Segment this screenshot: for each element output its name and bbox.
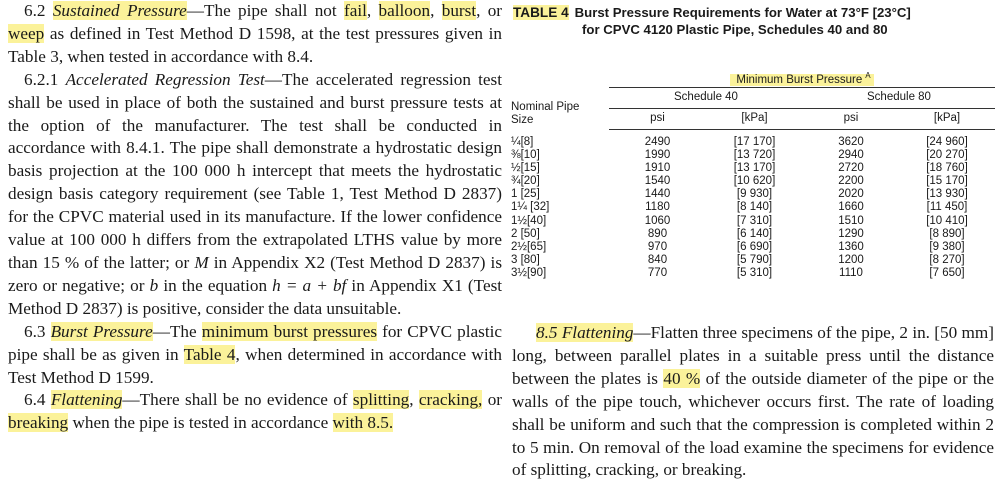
highlight-burst: burst: [441, 1, 477, 20]
pipe-size-cell: 2½[65]: [511, 240, 547, 253]
min-burst-pressure-header: [609, 63, 995, 88]
burst-pressure-table: [511, 63, 995, 280]
highlight-weep: weep: [8, 23, 45, 43]
body-text: , when determined in accordance with Test Method D 1599.: [8, 344, 502, 387]
section-title: Flattening: [561, 323, 634, 342]
section-number: 6.3: [24, 321, 46, 341]
pressure-cell: [20 270]: [926, 149, 968, 162]
pressure-cell: 770: [647, 266, 668, 279]
pressure-cell: [11 450]: [926, 201, 968, 214]
header-text: Nominal Pipe: [511, 101, 580, 114]
body-text: ,: [409, 390, 414, 410]
highlight-40-percent: 40 %: [663, 368, 701, 388]
body-text: of the outside diameter of the pipe or the walls of the pipe touch, whichever occurs first. The rate of loading shall be uniform and such that the compression is completed within 2 to 5 min. On removal of the load examine the specimens for evidence of splitting, cracking, or breaking.: [512, 368, 995, 480]
pipe-size-cell: 1¼ [32]: [511, 201, 550, 214]
section-title: Sustained Pressure: [52, 1, 187, 20]
pressure-cell: 2020: [838, 188, 864, 201]
pipe-size-cell: 1½[40]: [511, 214, 547, 227]
table-row: [511, 201, 995, 214]
body-text: —The: [152, 321, 197, 341]
pressure-cell: [24 960]: [926, 136, 968, 148]
body-text: in Appendix X2 (Test Method D 2837) is zero or negative; or: [8, 252, 503, 295]
unit-psi-40: psi: [609, 109, 706, 130]
unit-psi-80: psi: [803, 109, 899, 130]
table-row: [511, 241, 995, 254]
body-text: —The pipe shall not: [186, 1, 337, 20]
body-text: in Appendix X1 (Test Method D 2837) is positive, consider the data unsuitable.: [8, 275, 503, 318]
section-number: 6.2: [24, 1, 46, 20]
highlight-min-burst: minimum burst pressures: [201, 321, 378, 341]
pressure-cell: 840: [647, 253, 668, 266]
body-text: , or: [476, 1, 503, 20]
pressure-cell: [17 170]: [733, 136, 776, 148]
header-highlight: [730, 71, 873, 86]
body-text: —There shall be no evidence of: [122, 390, 348, 410]
equation: h = a + bf: [272, 275, 347, 295]
variable-m: M: [194, 252, 209, 272]
highlight-splitting: splitting: [352, 390, 410, 410]
body-text: —The accelerated regression test shall be used in place of both the sustained and burst pressure tests at the option of the manufacturer. The test shall be conducted in accordance with 8.4.1. The pipe shall demonstrate a hydrostatic design basis projection at the 100 000 h intercept that meets the hydrostatic design basis category requirement (see Table 1, Test Method D 2837) for the CPVC material used in its manufacture. If the lower confidence value at 100 000 h differs from the extrapolated LTHS value by more than 15 % of the latter; or: [8, 69, 503, 272]
table-row: [511, 130, 995, 150]
pressure-cell: [13 720]: [733, 149, 776, 162]
section-number: 6.4: [24, 390, 46, 410]
pressure-cell: 1660: [838, 201, 864, 214]
schedule-80-header: Schedule 80: [803, 88, 995, 109]
body-text: in the equation: [163, 275, 268, 295]
pressure-cell: 2200: [838, 175, 864, 188]
pressure-cell: [6 690]: [736, 240, 773, 253]
body-text: when the pipe is tested in accordance: [72, 413, 329, 433]
highlight-fail: fail: [344, 1, 367, 20]
table-row: [511, 215, 995, 228]
pressure-cell: [7 650]: [929, 266, 965, 279]
section-6-4: [8, 389, 502, 435]
left-column: [8, 0, 502, 435]
section-title: Burst Pressure: [50, 321, 153, 341]
table-row: [511, 228, 995, 241]
table-4-reference: Table 4: [183, 344, 236, 364]
highlight-with-8-5: with 8.5.: [332, 413, 394, 433]
section-6-3: [8, 321, 502, 390]
pressure-cell: 2720: [838, 162, 864, 175]
pressure-cell: 1060: [644, 214, 671, 227]
section-title: Accelerated Regression Test: [65, 69, 265, 89]
table-title-line2: for CPVC 4120 Plastic Pipe, Schedules 40 and 80: [582, 22, 888, 37]
section-6-2: [8, 0, 502, 69]
pressure-cell: 2940: [838, 149, 864, 162]
nominal-pipe-size-header: [511, 63, 609, 130]
section-number: 6.2.1: [24, 69, 59, 89]
variable-b: b: [149, 275, 159, 295]
pressure-cell: [9 380]: [929, 240, 965, 253]
body-text: as defined in Test Method D 1598, at the test pressures given in Table 3, when tested in accordance with 8.4.: [8, 23, 502, 66]
pressure-cell: 1200: [838, 253, 864, 266]
section-6-2-1: [8, 69, 502, 321]
table-row: [511, 188, 995, 201]
pressure-cell: [8 890]: [929, 227, 965, 240]
header-text: Minimum Burst Pressure: [733, 74, 865, 86]
schedule-40-header: Schedule 40: [609, 88, 803, 109]
table-row: [511, 149, 995, 162]
pipe-size-cell: 3 [80]: [511, 253, 540, 266]
pipe-size-cell: 3½[90]: [511, 266, 547, 279]
table-row: [511, 162, 995, 175]
unit-kpa-40: [kPa]: [706, 109, 803, 130]
table-body: [511, 130, 995, 281]
pressure-cell: 1180: [645, 201, 670, 214]
pressure-cell: [15 170]: [926, 175, 968, 188]
pressure-cell: [5 790]: [736, 253, 773, 266]
pipe-size-cell: ¾[20]: [511, 175, 540, 188]
pressure-cell: 970: [647, 240, 668, 253]
table-row: [511, 267, 995, 280]
pressure-cell: 3620: [838, 136, 864, 148]
header-text: Size: [511, 114, 534, 127]
pressure-cell: 1290: [838, 227, 864, 240]
pressure-cell: 1990: [644, 149, 671, 162]
highlight-breaking: breaking: [8, 413, 69, 433]
pipe-size-cell: ⅜[10]: [511, 149, 540, 162]
footnote-marker: A: [865, 71, 871, 81]
pressure-cell: 1360: [838, 240, 864, 253]
highlight-cracking: cracking,: [418, 390, 483, 410]
pressure-cell: [8 270]: [929, 253, 965, 266]
table-row: [511, 254, 995, 267]
pressure-cell: [10 620]: [733, 175, 776, 188]
pressure-cell: 890: [647, 227, 668, 240]
section-title: Flattening: [50, 390, 123, 410]
pipe-size-cell: ¼[8]: [511, 135, 534, 148]
body-text: —Flatten three specimens of the pipe, 2 in. [50 mm] long, between parallel plates in a suitable press until the distance between the plates is: [512, 323, 994, 388]
table-title-line1: Burst Pressure Requirements for Water at 73°F [23°C]: [574, 5, 911, 20]
pressure-cell: [8 140]: [736, 201, 773, 214]
pressure-cell: [10 410]: [926, 214, 968, 227]
section-8-5: [512, 322, 994, 482]
pressure-cell: [6 140]: [736, 227, 773, 240]
body-text: ,: [430, 1, 435, 20]
unit-kpa-80: [kPa]: [899, 109, 995, 130]
pipe-size-cell: 1 [25]: [511, 188, 540, 201]
table-row: [511, 175, 995, 188]
section-number: 8.5: [536, 323, 558, 342]
body-text: ,: [366, 1, 372, 20]
pressure-cell: [5 310]: [736, 266, 773, 279]
table-title: [513, 4, 995, 38]
pressure-cell: 1910: [644, 162, 671, 175]
pressure-cell: 1510: [838, 214, 864, 227]
pressure-cell: 1440: [644, 188, 671, 201]
pressure-cell: [13 170]: [733, 162, 776, 175]
section-8-5-title-highlight: [536, 323, 633, 342]
pressure-cell: 2490: [644, 136, 671, 148]
pressure-cell: [13 930]: [926, 188, 968, 201]
pressure-cell: 1540: [644, 175, 671, 188]
pipe-size-cell: 2 [50]: [511, 227, 540, 240]
pressure-cell: [7 310]: [736, 214, 773, 227]
pressure-cell: [18 760]: [926, 162, 968, 175]
pipe-size-cell: ½[15]: [511, 162, 540, 175]
body-text: or: [487, 390, 503, 410]
highlight-balloon: balloon: [378, 1, 431, 20]
table-number: TABLE 4: [513, 5, 569, 20]
pressure-cell: [9 930]: [736, 188, 773, 201]
body-text: for CPVC plastic pipe shall be as given in: [8, 321, 503, 364]
right-column: [512, 322, 994, 482]
pressure-cell: 1110: [839, 266, 863, 279]
